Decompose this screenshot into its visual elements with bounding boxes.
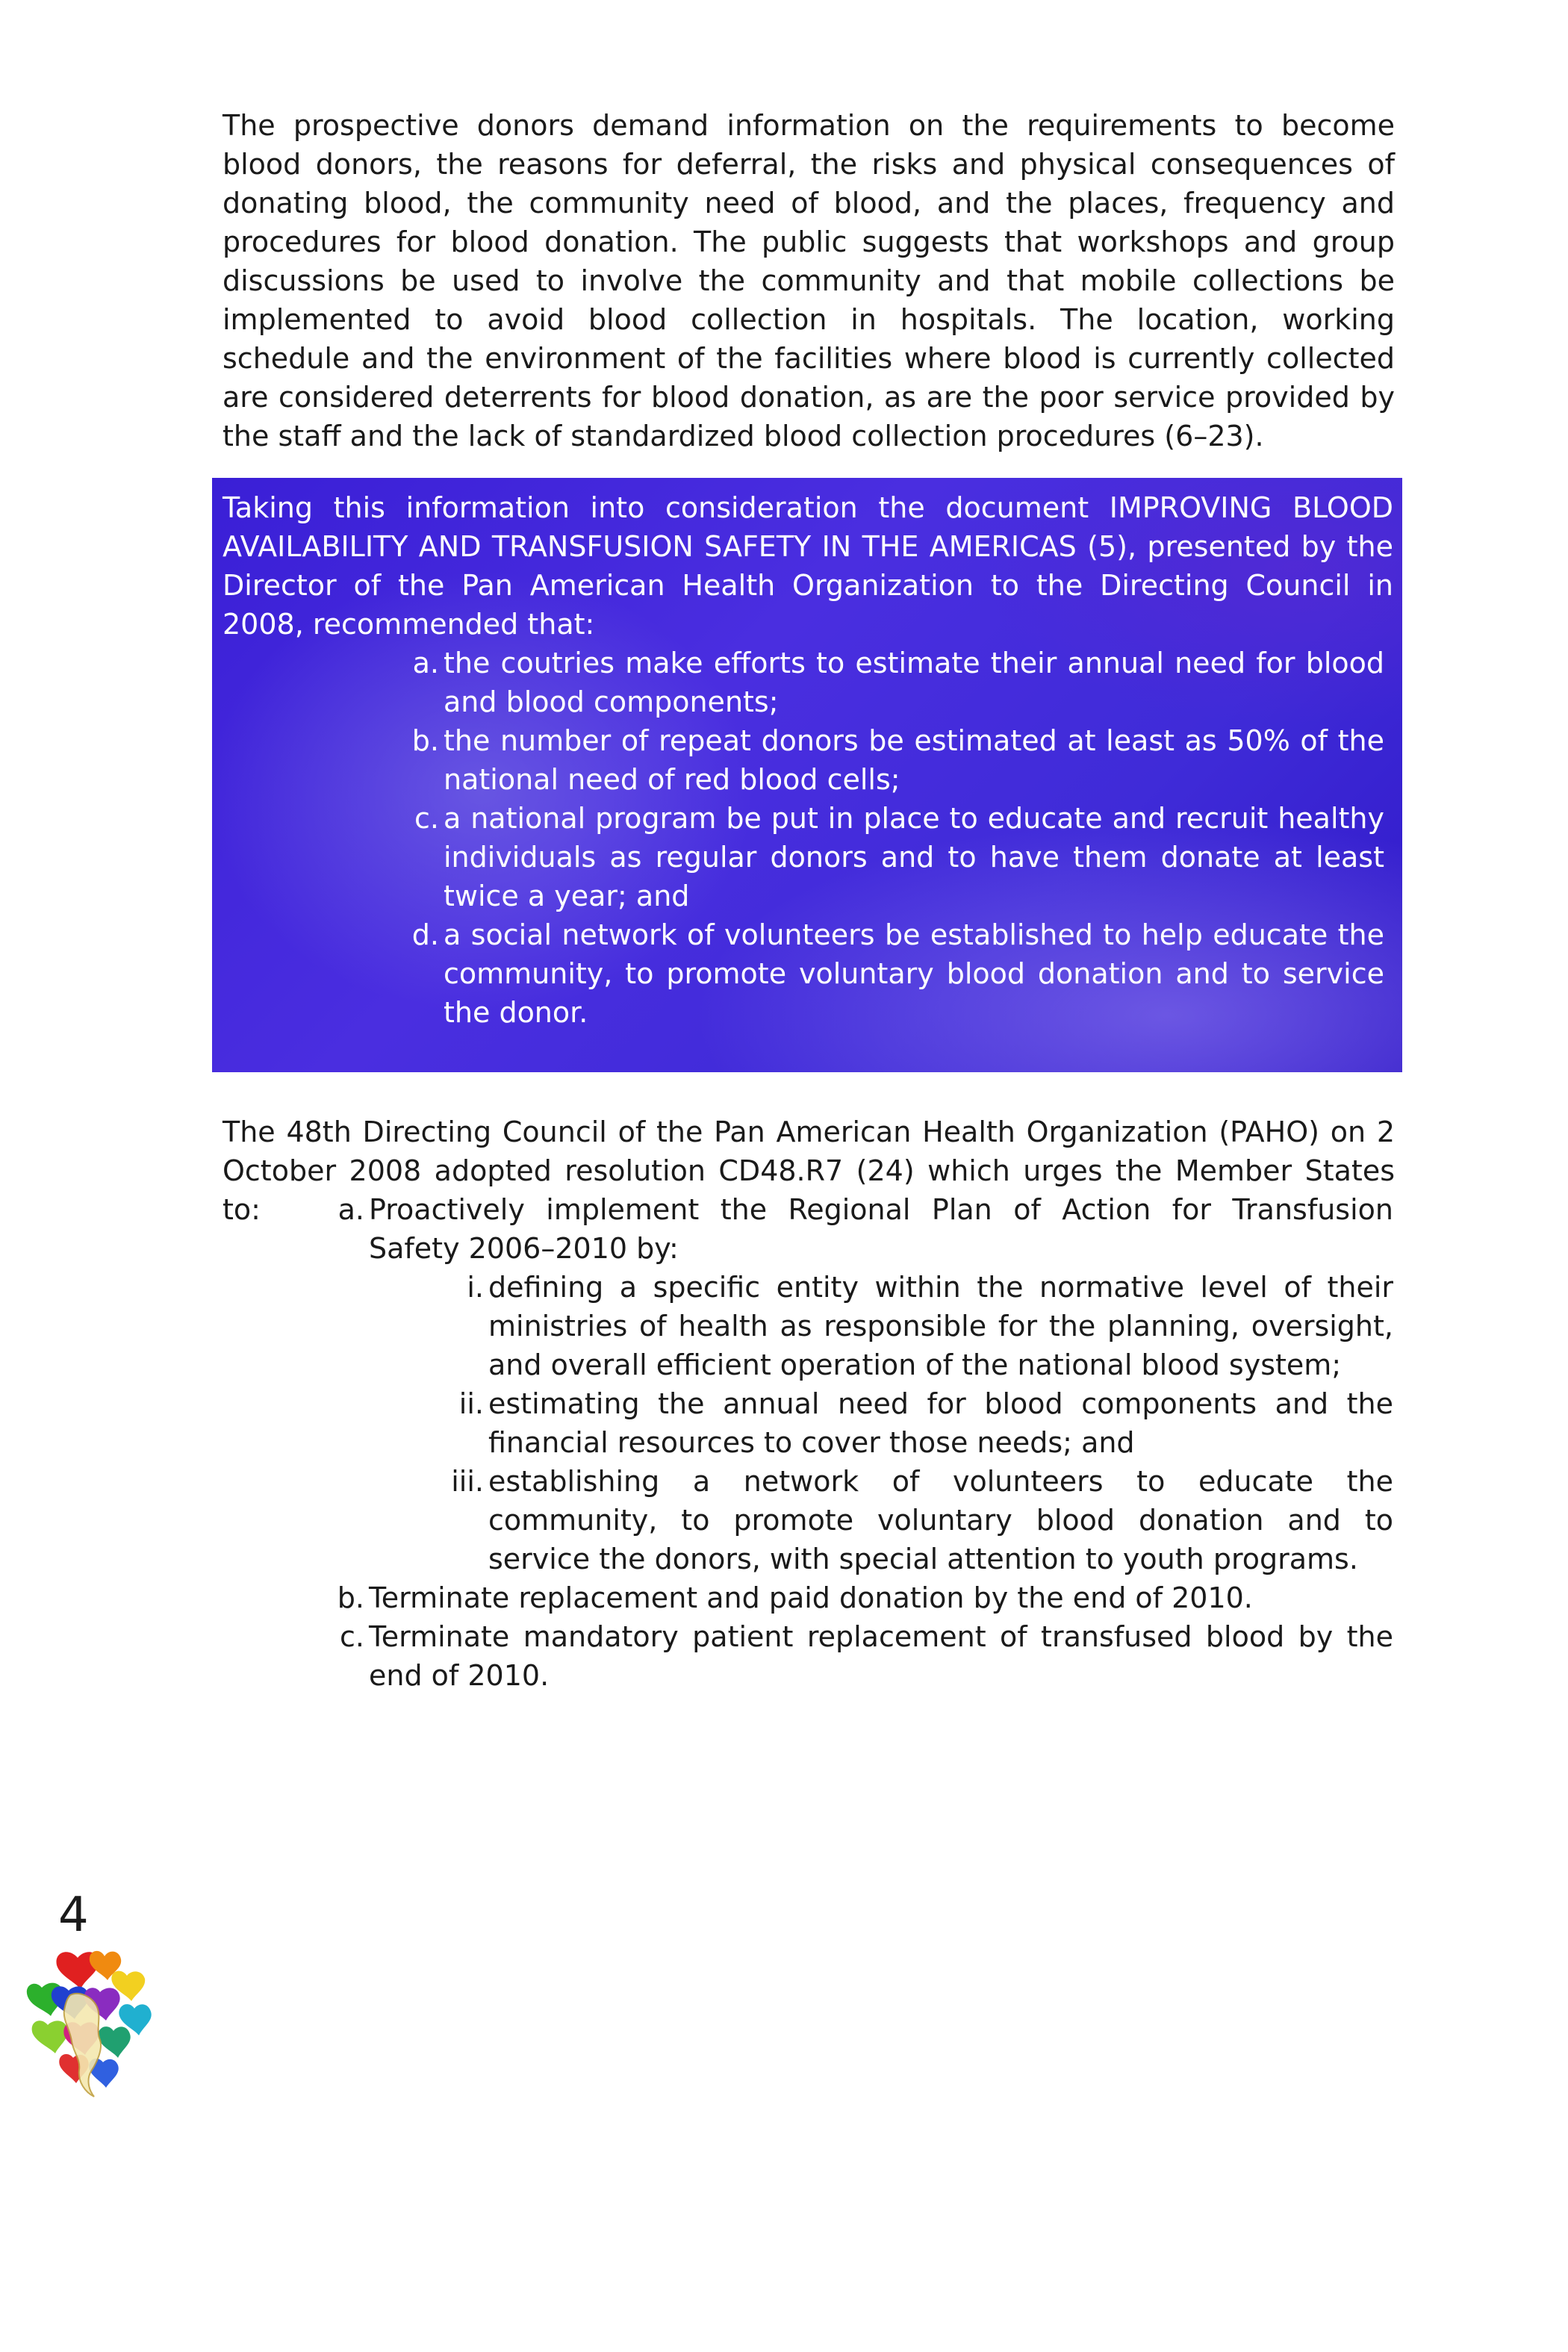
list-marker: b. xyxy=(411,724,439,757)
council-paragraph: The 48th Directing Council of the Pan American Health Organization (PAHO) on 2 October 2008 adopted resolution CD48.R7 (24) which urges the Member States to: xyxy=(223,1116,1395,1226)
recommendation-item-b xyxy=(411,721,1384,799)
list-marker: a. xyxy=(412,647,439,679)
list-item-text: estimating the annual need for blood components and the financial resources to cover those needs; and xyxy=(488,1387,1393,1459)
heart-teal xyxy=(98,2026,130,2058)
list-item-text: a national program be put in place to educate and recruit healthy individuals as regular donors and to have them donate at least twice a year; and xyxy=(444,802,1384,912)
recommendation-item-d xyxy=(411,915,1384,1032)
box-lead-paragraph: Taking this information into consideration the document IMPROVING BLOOD AVAILABILITY AND TRANSFUSION SAFETY IN THE AMERICAS (5), presented by the Director of the Pan American Health Organization to the Directing Council in 2008, recommended that: xyxy=(223,491,1393,641)
list-marker: d. xyxy=(411,918,439,951)
list-marker: a. xyxy=(337,1193,364,1226)
list-item-text: Terminate replacement and paid donation by the end of 2010. xyxy=(369,1581,1253,1614)
resolution-subitem-ii xyxy=(458,1384,1393,1462)
list-item-text: a social network of volunteers be established to help educate the community, to promote voluntary blood donation and to service the donor. xyxy=(444,918,1384,1029)
list-item-text: defining a specific entity within the normative level of their ministries of health as responsible for the planning, oversight, and overall efficient operation of the national blood system; xyxy=(488,1271,1393,1381)
intro-paragraph: The prospective donors demand information on the requirements to become blood donors, the reasons for deferral, the risks and physical consequences of donating blood, the community need of blood, and the places, frequency and procedures for blood donation. The public suggests that workshops and group discussions be used to involve the community and that mobile collections be implemented to avoid blood collection in hospitals. The location, working schedule and the environment of the facilities where blood is currently collected are considered deterrents for blood donation, as are the poor service provided by the staff and the lack of standardized blood collection procedures (6–23). xyxy=(223,109,1395,452)
list-item-text: Terminate mandatory patient replacement of transfused blood by the end of 2010. xyxy=(369,1620,1393,1692)
resolution-subitem-iii xyxy=(451,1462,1393,1578)
list-marker: i. xyxy=(467,1271,484,1304)
recommendation-item-a xyxy=(412,644,1384,721)
heart-lime xyxy=(32,2020,68,2053)
list-marker: c. xyxy=(340,1620,364,1653)
list-marker: iii. xyxy=(451,1465,484,1498)
resolution-item-b xyxy=(337,1578,1393,1617)
continent-outline xyxy=(64,1994,101,2097)
list-item-text: the number of repeat donors be estimated at least as 50% of the national need of red blood cells; xyxy=(444,724,1384,796)
list-marker: c. xyxy=(414,802,439,835)
list-item-text: the coutries make efforts to estimate their annual need for blood and blood components; xyxy=(444,647,1384,718)
resolution-item-c xyxy=(340,1617,1393,1695)
recommendation-item-c xyxy=(414,799,1384,915)
list-marker: b. xyxy=(337,1581,364,1614)
colorful-hearts-logo xyxy=(25,1943,160,2103)
recommendation-box xyxy=(212,478,1402,1072)
page-number: 4 xyxy=(58,1888,89,1943)
list-marker: ii. xyxy=(458,1387,484,1420)
resolution-item-a xyxy=(337,1190,1393,1268)
list-item-text: establishing a network of volunteers to educate the community, to promote voluntary blood donation and to service the donors, with special attention to youth programs. xyxy=(488,1465,1393,1575)
list-item-text: Proactively implement the Regional Plan of Action for Transfusion Safety 2006–2010 by: xyxy=(369,1193,1393,1265)
resolution-subitem-i xyxy=(467,1268,1393,1384)
